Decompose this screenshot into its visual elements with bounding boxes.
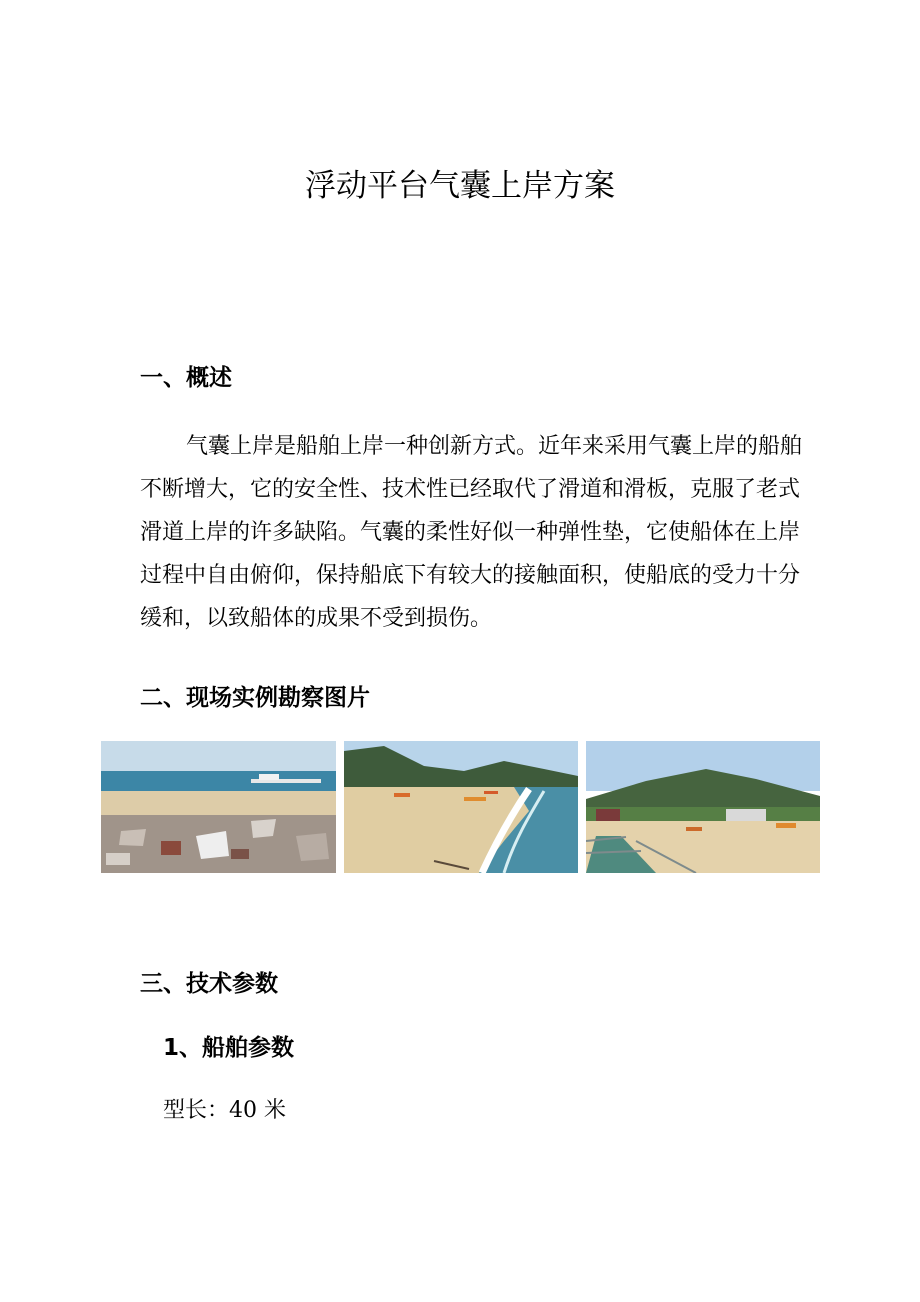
page-title: 浮动平台气囊上岸方案	[305, 168, 615, 204]
section-heading-site-photos: 二、现场实例勘察图片	[140, 685, 370, 711]
section-heading-tech-params: 三、技术参数	[140, 971, 278, 997]
param-label: 型长：	[163, 1098, 230, 1123]
overview-text: 气囊上岸是船舶上岸一种创新方式。近年来采用气囊上岸的船舶不断增大，它的安全性、技术性已经取代了滑道和滑板，克服了老式滑道上岸的许多缺陷。气囊的柔性好似一种弹性垫，它使船体在上岸过程中自由俯仰，保持船底下有较大的接触面积，使船底的受力十分缓和，以致船体的成果不受到损伤。	[140, 434, 803, 631]
overview-paragraph	[140, 425, 820, 640]
site-photo-rubble-beach	[101, 741, 336, 873]
subsection-heading-ship-params: 1、船舶参数	[163, 1035, 295, 1061]
site-photo-walkway	[586, 741, 820, 873]
site-photo-shoreline	[344, 741, 578, 873]
section-heading-overview: 一、概述	[140, 365, 232, 391]
param-value: 40 米	[229, 1098, 287, 1123]
param-ship-length	[163, 1095, 286, 1127]
